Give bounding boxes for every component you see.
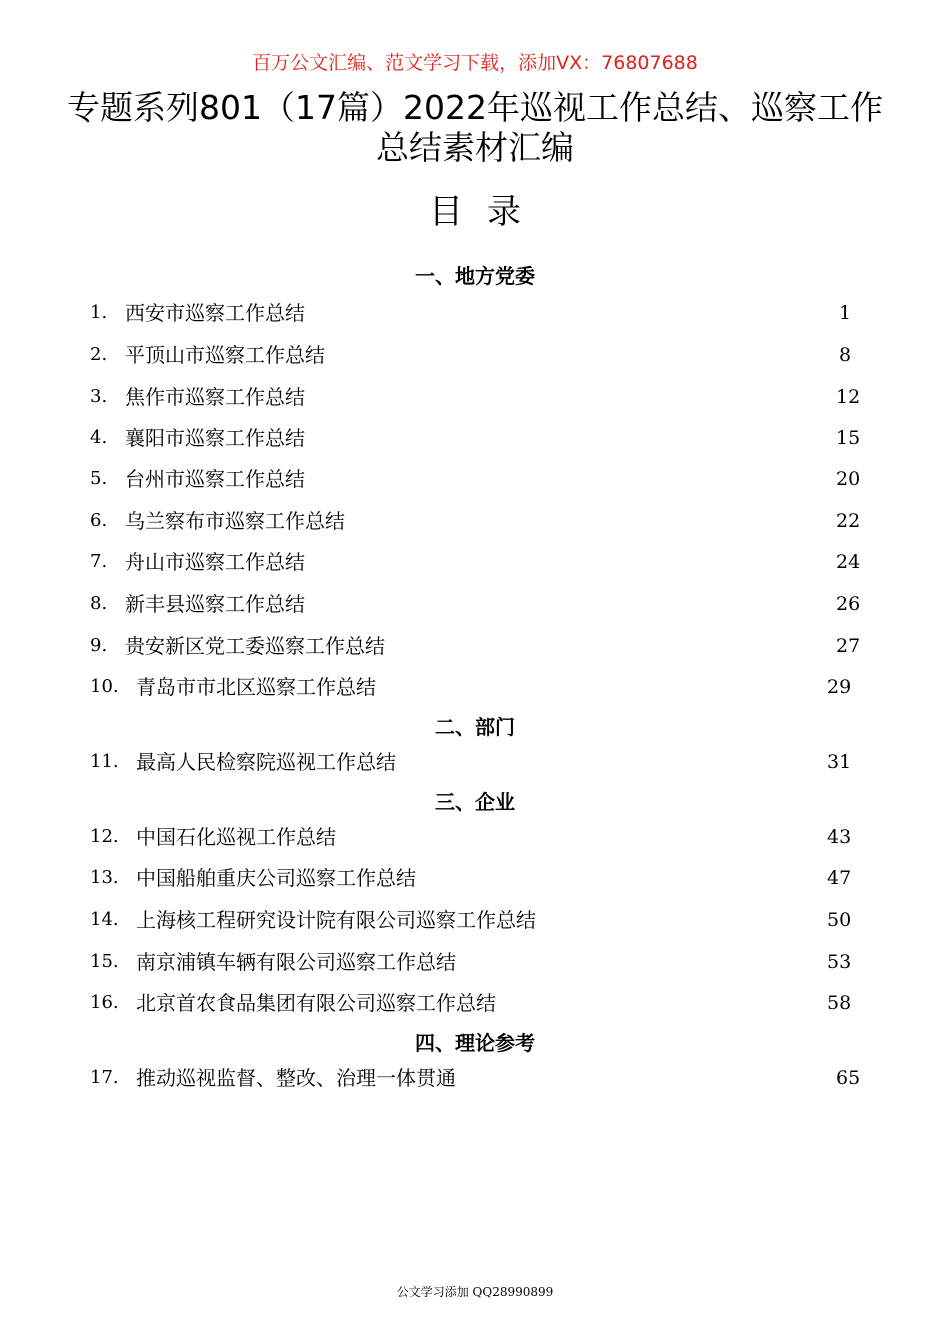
toc-entry-label: 中国石化巡视工作总结	[136, 825, 336, 849]
toc-entry-label: 平顶山市巡察工作总结	[125, 343, 325, 367]
toc-entry-number: 13.	[90, 867, 119, 888]
toc-entry-number: 6.	[90, 510, 108, 531]
toc-entry[interactable]	[90, 863, 870, 893]
toc-entry-page: 27	[836, 635, 861, 657]
toc-entry[interactable]	[90, 947, 870, 977]
toc-entry-page: 12	[836, 386, 861, 408]
toc-entry-label: 上海核工程研究设计院有限公司巡察工作总结	[136, 908, 536, 932]
toc-entry-page: 53	[827, 951, 852, 973]
toc-entry-number: 5.	[90, 468, 108, 489]
section-title-departments: 二、部门	[435, 715, 515, 739]
toc-entry-number: 16.	[90, 992, 119, 1013]
section-title-enterprises: 三、企业	[435, 790, 515, 814]
toc-entry-number: 4.	[90, 427, 108, 448]
toc-entry-number: 8.	[90, 593, 108, 614]
toc-entry-label: 舟山市巡察工作总结	[125, 550, 305, 574]
toc-entry-number: 10.	[90, 676, 119, 697]
toc-entry[interactable]	[90, 382, 870, 412]
toc-entry[interactable]	[90, 547, 870, 577]
toc-entry-label: 新丰县巡察工作总结	[125, 592, 305, 616]
toc-entry[interactable]	[90, 822, 870, 852]
toc-entry[interactable]	[90, 506, 870, 536]
toc-entry-number: 7.	[90, 551, 108, 572]
toc-entry[interactable]	[90, 589, 870, 619]
toc-entry[interactable]	[90, 672, 870, 702]
toc-entry-label: 最高人民检察院巡视工作总结	[136, 750, 396, 774]
toc-entry[interactable]	[90, 747, 870, 777]
toc-entry-page: 50	[827, 909, 852, 931]
toc-entry-label: 襄阳市巡察工作总结	[125, 426, 305, 450]
toc-entry-number: 2.	[90, 344, 108, 365]
section-title-theory-reference: 四、理论参考	[415, 1031, 535, 1055]
toc-entry-label: 西安市巡察工作总结	[125, 301, 305, 325]
toc-entry-page: 31	[827, 751, 852, 773]
toc-entry-page: 43	[827, 826, 852, 848]
toc-entry[interactable]	[90, 1063, 870, 1093]
toc-entry-number: 9.	[90, 635, 108, 656]
toc-entry[interactable]	[90, 464, 870, 494]
toc-entry-number: 14.	[90, 909, 119, 930]
toc-entry-page: 8	[839, 344, 852, 366]
toc-entry[interactable]	[90, 631, 870, 661]
toc-entry-label: 北京首农食品集团有限公司巡察工作总结	[136, 991, 496, 1015]
toc-entry-label: 青岛市市北区巡察工作总结	[136, 675, 376, 699]
toc-entry-number: 15.	[90, 951, 119, 972]
toc-entry-page: 29	[827, 676, 852, 698]
toc-entry-page: 1	[839, 302, 852, 324]
toc-entry-number: 3.	[90, 386, 108, 407]
toc-entry-page: 26	[836, 593, 861, 615]
toc-entry-label: 台州市巡察工作总结	[125, 467, 305, 491]
toc-entry[interactable]	[90, 298, 870, 328]
toc-entry-label: 焦作市巡察工作总结	[125, 385, 305, 409]
footer-contact-note: 公文学习添加 QQ28990899	[396, 1285, 554, 1299]
toc-entry-number: 1.	[90, 302, 108, 323]
toc-entry-number: 12.	[90, 826, 119, 847]
toc-entry-label: 乌兰察布市巡察工作总结	[125, 509, 345, 533]
toc-entry-page: 65	[836, 1067, 861, 1089]
toc-entry-label: 中国船舶重庆公司巡察工作总结	[136, 866, 416, 890]
toc-entry-label: 推动巡视监督、整改、治理一体贯通	[136, 1066, 456, 1090]
toc-entry-page: 58	[827, 992, 852, 1014]
toc-entry[interactable]	[90, 905, 870, 935]
toc-entry-number: 11.	[90, 751, 119, 772]
toc-entry-label: 南京浦镇车辆有限公司巡察工作总结	[136, 950, 456, 974]
promo-header-note: 百万公文汇编、范文学习下载，添加VX：76807688	[252, 52, 698, 74]
toc-entry-page: 15	[836, 427, 861, 449]
toc-entry-number: 17.	[90, 1067, 119, 1088]
toc-entry-page: 24	[836, 551, 861, 573]
toc-entry[interactable]	[90, 988, 870, 1018]
toc-entry[interactable]	[90, 340, 870, 370]
section-title-local-party: 一、地方党委	[415, 264, 535, 288]
toc-entry[interactable]	[90, 423, 870, 453]
toc-entry-label: 贵安新区党工委巡察工作总结	[125, 634, 385, 658]
toc-entry-page: 47	[827, 867, 852, 889]
toc-entry-page: 20	[836, 468, 861, 490]
toc-entry-page: 22	[836, 510, 861, 532]
toc-heading: 目录	[429, 192, 545, 232]
document-title: 专题系列801（17篇）2022年巡视工作总结、巡察工作总结素材汇编	[67, 88, 883, 167]
